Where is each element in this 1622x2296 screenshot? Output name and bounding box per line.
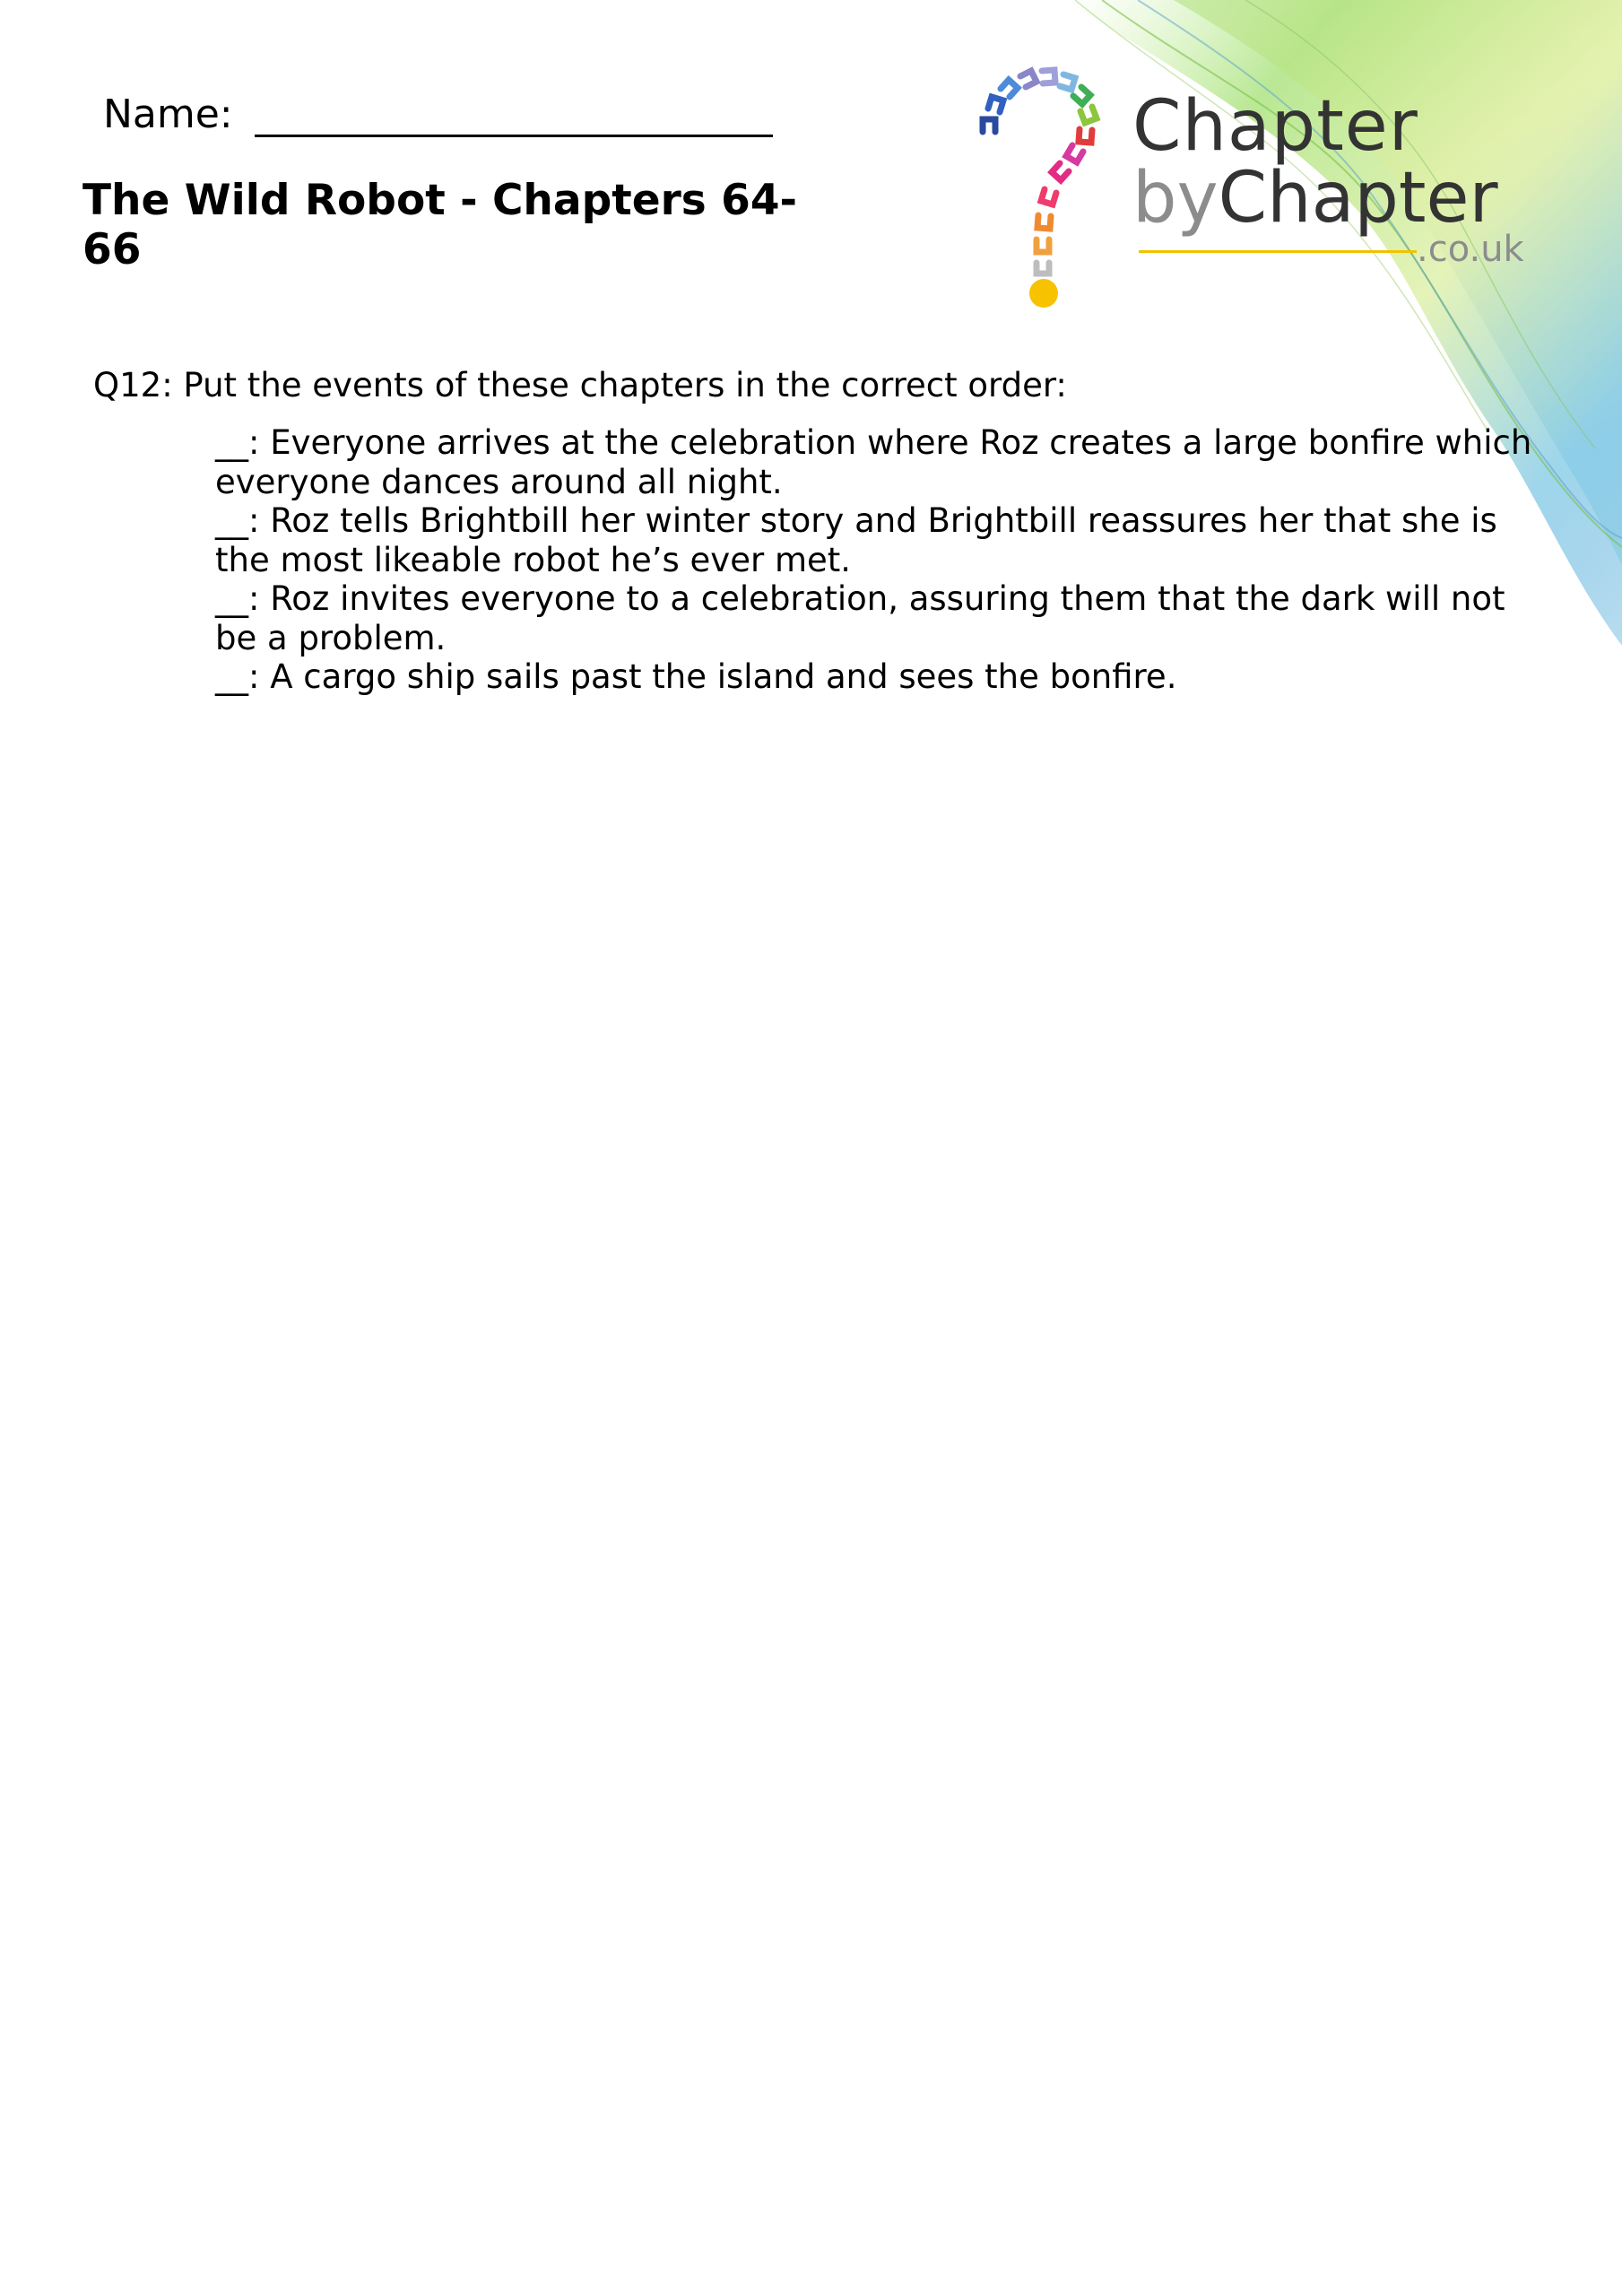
logo-text-bychapter (1132, 158, 1498, 239)
question-mark-books-icon (968, 49, 1121, 318)
events-list (215, 423, 1533, 697)
logo-underline (1139, 250, 1417, 253)
event-item[interactable]: __: A cargo ship sails past the island and sees the bonfire. (215, 657, 1177, 696)
logo-text-chapter-2: Chapter (1218, 158, 1498, 239)
chapter-by-chapter-logo (968, 49, 1542, 318)
name-label: Name: (103, 91, 233, 137)
question-prompt: Q12: Put the events of these chapters in the correct order: (93, 366, 1067, 404)
event-item[interactable]: __: Roz invites everyone to a celebration, assuring them that the dark will not be a problem. (215, 579, 1505, 657)
event-item[interactable]: __: Everyone arrives at the celebration where Roz creates a large bonfire which everyone dances around all night. (215, 423, 1532, 501)
event-item[interactable]: __: Roz tells Brightbill her winter story and Brightbill reassures her that she is the most likeable robot he’s ever met. (215, 501, 1497, 579)
logo-domain: .co.uk (1417, 229, 1524, 270)
logo-text-chapter: Chapter (1132, 86, 1418, 167)
logo-dot (1029, 279, 1058, 308)
name-field-row (103, 90, 773, 137)
logo-text-by: by (1132, 158, 1219, 239)
name-blank-line[interactable] (255, 90, 773, 137)
worksheet-title: The Wild Robot - Chapters 64-66 (82, 176, 798, 274)
